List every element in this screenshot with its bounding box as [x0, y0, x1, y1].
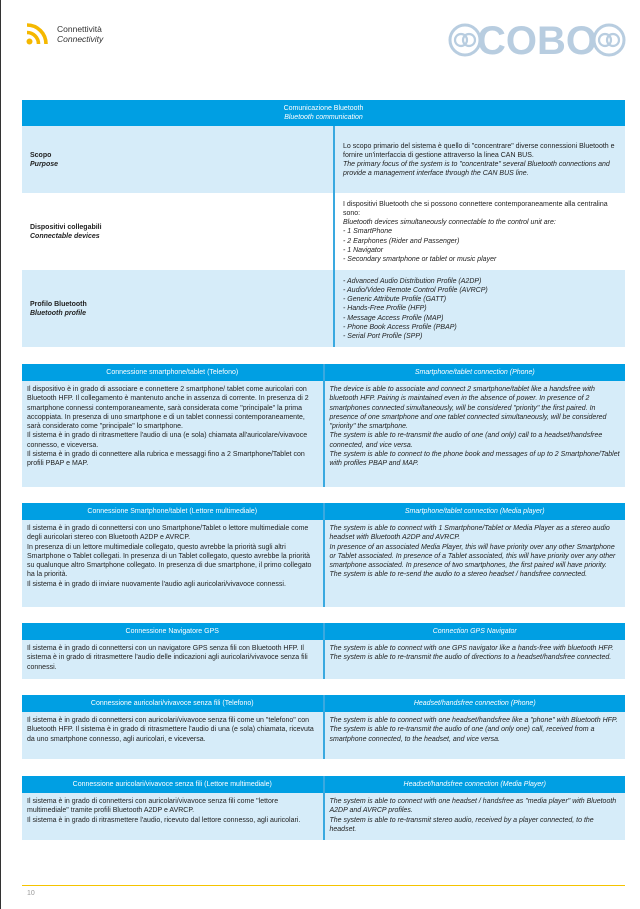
section-title-it: Connessione auricolari/vivavoce senza fili (Lettore multimediale): [22, 776, 323, 793]
section-body-it: Il dispositivo è in grado di associare e connettere 2 smartphone/ tablet come auricolari con Bluetooth HFP. Il collegamento è mantenuto anche in assenza di corrente. In presenza di 2 smartphone connessi contemporaneamente, sarà considerata come "principale" la prima accoppiata. In presenza di uno smartphone e di un tablet connessi contemporaneamente, sarà considerato come "principale" lo smartphone. Il sistema è in grado di ritrasmettere l'audio di una (e sola) chiamata all'auricolare/vivavoce connesso, e viceversa. Il sistema è in grado di connettere alla rubrica e messaggi fino a 2 Smartphone/Tablet con profili PBAP e MAP.: [27, 386, 309, 468]
list-item: - Serial Port Profile (SPP): [343, 332, 423, 340]
cobo-logo: [448, 22, 626, 58]
section-smartphone-media: [22, 503, 625, 607]
logo-text: COBO: [477, 22, 597, 58]
section-title-en: Headset/handsfree connection (Media Player): [325, 776, 626, 793]
section-body-it: Il sistema è in grado di connettersi con auricolari/vivavoce senza fili come un "telefono" con Bluetooth HFP. Il sistema è in grado di ritrasmettere l'audio di una (e sola) chiamata, ricevuta da uno smartphone connesso, agli auricolari, e viceversa.: [27, 717, 314, 743]
section-body-en: The system is able to connect with one headset/handsfree like a "phone" with Bluetooth HFP. The system is able to re-transmit the audio of one (and only one) call, received from a smartphone connected, to the headset, and vice versa.: [329, 717, 618, 743]
list-item: - Audio/Video Remote Control Profile (AVRCP): [343, 286, 488, 294]
section-title-en: Smartphone/tablet connection (Phone): [325, 364, 626, 381]
row-label-en: Purpose: [30, 160, 59, 168]
section-body-en: The system is able to connect with 1 Smartphone/Tablet or Media Player as a stereo audio headset with Bluetooth A2DP and AVRCP. In presence of an associated Media Player, this will have priority over any other Smartphone or Tablet associated. In presence of a Tablet associated, this will have priority over any other smartphone associated. In presence of two smartphones, the first paired will have priority. The system is able to re-send the audio to a stereo headset / handsfree connected.: [329, 525, 616, 579]
table-row: [22, 270, 625, 347]
row-text-it: Lo scopo primario del sistema è quello di "concentrare" diverse connessioni Bluetooth e fornire un'interfaccia di gestione attraverso la linea CAN BUS.: [343, 142, 615, 159]
row-text-en: Bluetooth devices simultaneously connectable to the control unit are:: [343, 219, 556, 227]
section-title-en: Connectivity: [57, 34, 104, 44]
section-body-en: The device is able to associate and connect 2 smartphone/tablet like a handsfree with bluetooth HFP. Pairing is maintained even in the absence of power. In presence of 2 smartphones connected simultaneously, will be considered "priority" the first paired. In presence of one smartphone and one tablet connected simultaneously, will be considered "priority" the smartphone. The system is able to re-transmit the audio of one (and only) call to a headset/handsfree connected, and vice versa. The system is able to connect to the phone book and messages of up to 2 Smartphone/Tablet with profiles PBAP and MAP.: [329, 386, 620, 468]
row-label-en: Bluetooth profile: [30, 309, 86, 317]
connectivity-icon: [26, 23, 48, 45]
bluetooth-communication-table: [22, 100, 625, 347]
section-title-en: Smartphone/tablet connection (Media player): [325, 503, 626, 520]
section-headset-phone: [22, 695, 625, 759]
table-row: [22, 193, 625, 270]
table-title-en: Bluetooth communication: [284, 114, 363, 122]
section-body-it: Il sistema è in grado di connettersi con uno Smartphone/Tablet o lettore multimediale come degli auricolari stereo con Bluetooth A2DP e AVRCP. In presenza di un lettore multimediale collegato, questo avrebbe la priorità sugli altri Smartphone o Tablet collegati. In presenza di un Tablet collegato, questo avrebbe la priorità su qualunque altro Smartphone collegato. In presenza di due smartphone, il primo collegato ha la priorità. Il sistema è in grado di inviare nuovamente l'audio agli auricolari/vivavoce connessi.: [27, 525, 312, 588]
section-body-en: The system is able to connect with one headset / handsfree as "media player" with Bluetooth A2DP and AVRCP profiles. The system is able to re-transmit stereo audio, received by a player connected, to the headset.: [329, 798, 617, 833]
row-label-en: Connectable devices: [30, 232, 100, 240]
table-row: [22, 126, 625, 193]
section-title-it: Connettività: [57, 24, 102, 34]
section-gps-navigator: [22, 623, 625, 679]
row-label-it: Dispositivi collegabili: [30, 223, 102, 231]
section-title-it: Connessione Navigatore GPS: [22, 623, 323, 640]
page-header: [1, 0, 640, 60]
section-title-it: Connessione Smartphone/tablet (Lettore multimediale): [22, 503, 323, 520]
list-item: - Generic Attribute Profile (GATT): [343, 296, 447, 304]
list-item: - Secondary smartphone or tablet or music player: [343, 255, 497, 263]
section-body-en: The system is able to connect with one GPS navigator like a hands-free with bluetooth HFP. The system is able to re-transmit the audio of directions to a headset/handsfree connected.: [329, 645, 614, 662]
page-number: 10: [27, 890, 35, 897]
list-item: - Phone Book Access Profile (PBAP): [343, 323, 457, 331]
list-item: - Message Access Profile (MAP): [343, 314, 444, 322]
section-title-en: Connection GPS Navigator: [325, 623, 626, 640]
row-text-it: I dispositivi Bluetooth che si possono connettere contemporaneamente alla centralina sono:: [343, 200, 608, 217]
section-title-it: Connessione smartphone/tablet (Telefono): [22, 364, 323, 381]
section-title-it: Connessione auricolari/vivavoce senza fili (Telefono): [22, 695, 323, 712]
section-headset-media: [22, 776, 625, 840]
table-title-it: Comunicazione Bluetooth: [283, 105, 364, 112]
list-item: - 2 Earphones (Rider and Passenger): [343, 237, 460, 245]
section-title: [57, 24, 103, 44]
section-body-it: Il sistema è in grado di connettersi con auricolari/vivavoce senza fili come "lettore multimediale" tramite profili Bluetooth A2DP e AVRCP. Il sistema è in grado di ritrasmettere l'audio, ricevuto dal lettore connesso, agli auricolari.: [27, 798, 301, 824]
list-item: - 1 Navigator: [343, 246, 384, 254]
section-body-it: Il sistema è in grado di connettersi con un navigatore GPS senza fili con Bluetooth HFP. Il sistema è in grado di ritrasmettere l'audio delle indicazioni agli auricolari/vivavoce senza fili connessi.: [27, 645, 308, 671]
list-item: - Advanced Audio Distribution Profile (A2DP): [343, 277, 482, 285]
row-text-en: The primary focus of the system is to "concentrate" several Bluetooth connections and provide a management interface through the CAN BUS line.: [343, 160, 610, 178]
list-item: - Hands-Free Profile (HFP): [343, 305, 427, 313]
footer-divider: [22, 885, 625, 886]
section-smartphone-phone: [22, 364, 625, 487]
section-title-en: Headset/handsfree connection (Phone): [325, 695, 626, 712]
row-label-it: Scopo: [30, 151, 52, 159]
table-header: [22, 100, 625, 126]
row-label-it: Profilo Bluetooth: [30, 300, 87, 308]
list-item: - 1 SmartPhone: [343, 228, 393, 236]
